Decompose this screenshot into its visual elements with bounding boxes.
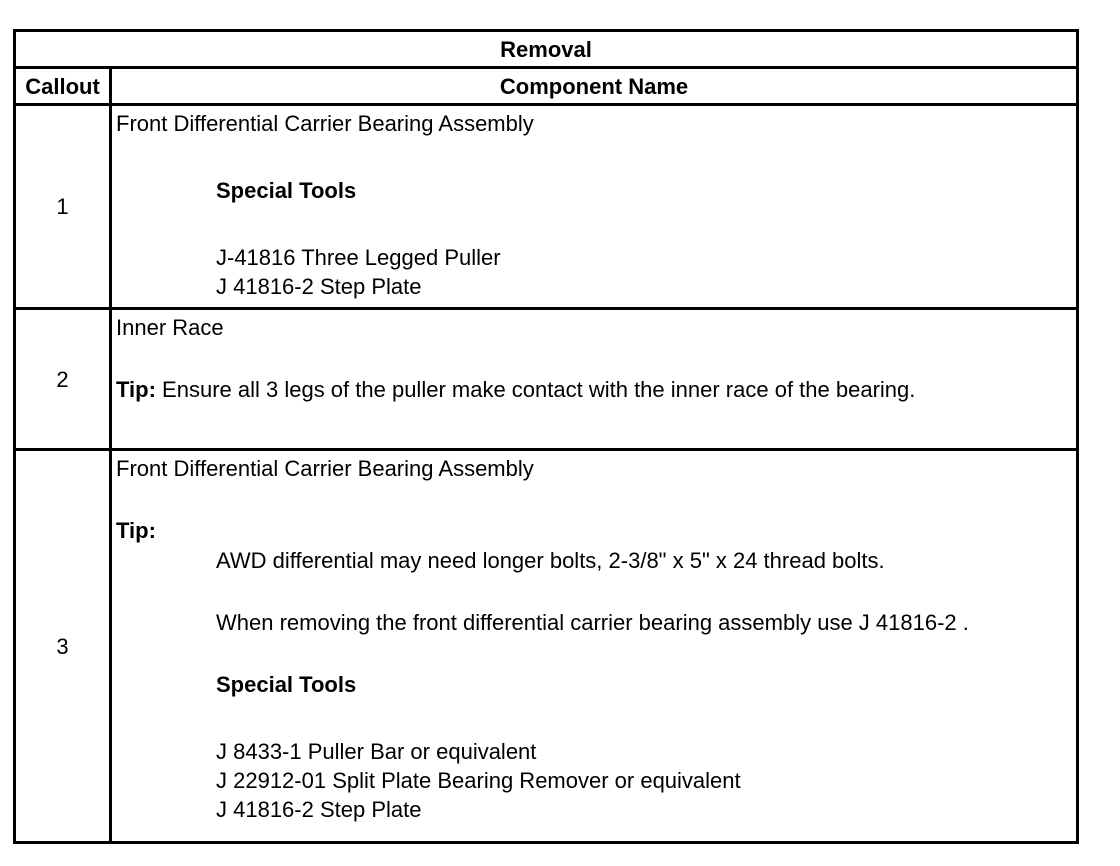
removal-table (13, 29, 1079, 844)
tool-item: J 41816-2 Step Plate (216, 797, 422, 822)
component-name: Front Differential Carrier Bearing Assembly (116, 456, 534, 481)
table-row (15, 450, 1078, 843)
tip-label: Tip: (116, 377, 156, 402)
table-title: Removal (15, 31, 1078, 68)
special-tools-label: Special Tools (216, 672, 357, 697)
component-name: Inner Race (116, 315, 224, 340)
tool-item: J-41816 Three Legged Puller (216, 245, 501, 270)
tool-item: J 41816-2 Step Plate (216, 274, 422, 299)
component-cell (111, 450, 1078, 843)
callout-number: 2 (15, 309, 111, 450)
component-cell (111, 309, 1078, 450)
tip-label: Tip: (116, 518, 156, 543)
special-tools-label: Special Tools (216, 178, 357, 203)
callout-number: 1 (15, 105, 111, 309)
component-name: Front Differential Carrier Bearing Assembly (116, 111, 534, 136)
tip-text: Ensure all 3 legs of the puller make contact with the inner race of the bearing. (162, 377, 916, 402)
component-header: Component Name (111, 68, 1078, 105)
tool-item: J 8433-1 Puller Bar or equivalent (216, 739, 537, 764)
tip-text: When removing the front differential carrier bearing assembly use J 41816-2 . (216, 610, 969, 635)
callout-header: Callout (15, 68, 111, 105)
component-cell (111, 105, 1078, 309)
table-row (15, 105, 1078, 309)
callout-number: 3 (15, 450, 111, 843)
table-row (15, 309, 1078, 450)
tool-item: J 22912-01 Split Plate Bearing Remover or equivalent (216, 768, 741, 793)
tip-text: AWD differential may need longer bolts, 2-3/8" x 5" x 24 thread bolts. (216, 548, 885, 573)
